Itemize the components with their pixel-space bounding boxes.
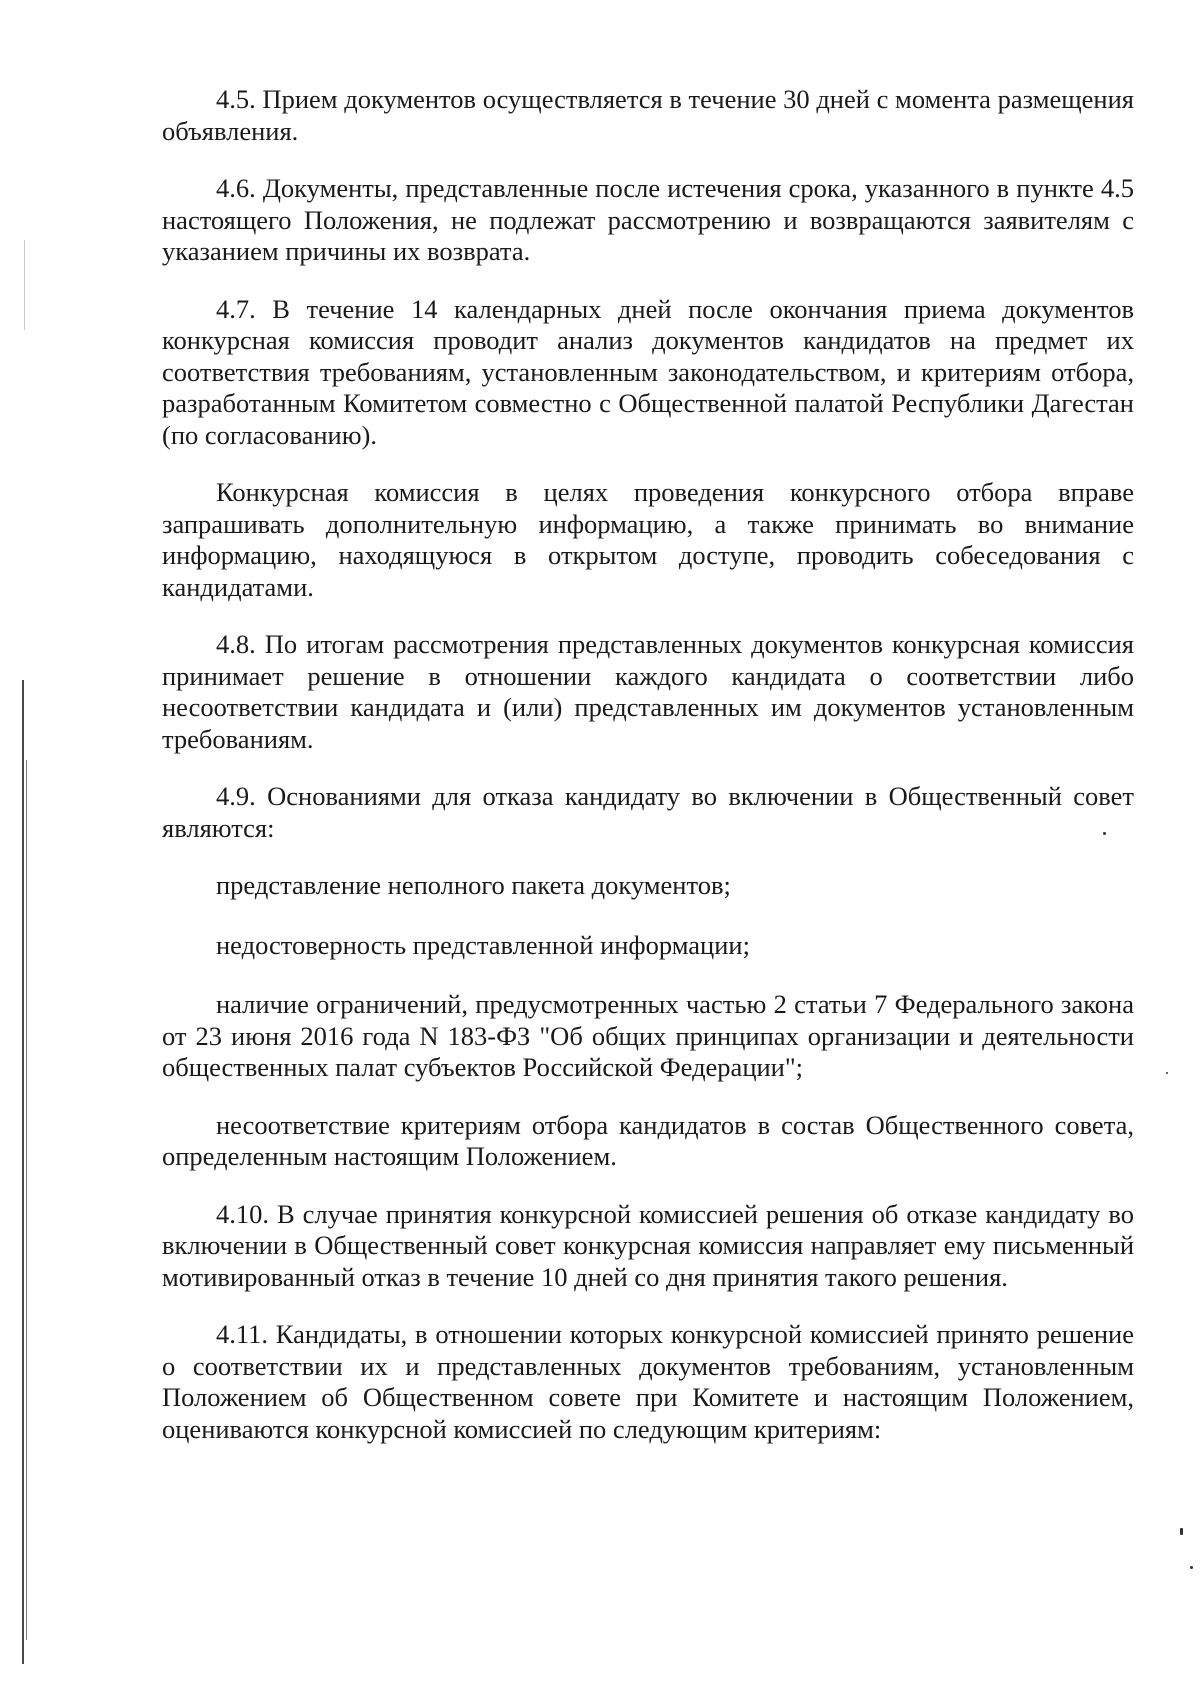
refusal-reason-unreliable-info: недостоверность представленной информации; bbox=[216, 929, 750, 960]
scan-speck bbox=[1190, 1566, 1193, 1569]
paragraph-4-11: 4.11. Кандидаты, в отношении которых конкурсной комиссией принято решение о соответствии их и представленных документов требованиям, установленным Положением об Общественном совете при Комитете и настоящим Положением, оцениваются конкурсной комиссией по следующим критериям: bbox=[162, 1319, 1134, 1444]
paragraph-4-9: 4.9. Основаниями для отказа кандидату во включении в Общественный совет являются: bbox=[162, 781, 1134, 843]
scan-binding-line bbox=[26, 760, 27, 1640]
refusal-reason-legal-restrictions: наличие ограничений, предусмотренных частью 2 статьи 7 Федерального закона от 23 июня 2016 года N 183-ФЗ "Об общих принципах организации и деятельности общественных палат субъектов Российской Федерации"; bbox=[162, 989, 1134, 1082]
paragraph-4-8: 4.8. По итогам рассмотрения представленных документов конкурсная комиссия принимает решение в отношении каждого кандидата о соответствии либо несоответствии кандидата и (или) представленных им документов установленным требованиям. bbox=[162, 629, 1134, 754]
paragraph-4-6: 4.6. Документы, представленные после истечения срока, указанного в пункте 4.5 настоящего Положения, не подлежат рассмотрению и возвращаются заявителям с указанием причины их возврата. bbox=[162, 173, 1134, 266]
paragraph-commission-rights: Конкурсная комиссия в целях проведения конкурсного отбора вправе запрашивать дополнительную информацию, а также принимать во внимание информацию, находящуюся в открытом доступе, проводить собеседования с кандидатами. bbox=[162, 477, 1134, 602]
paragraph-4-5: 4.5. Прием документов осуществляется в течение 30 дней с момента размещения объявления. bbox=[162, 84, 1134, 146]
paragraph-4-7: 4.7. В течение 14 календарных дней после окончания приема документов конкурсная комиссия проводит анализ документов кандидатов на предмет их соответствия требованиям, установленным законодательством, и критериям отбора, разработанным Комитетом совместно с Общественной палатой Республики Дагестан (по согласованию). bbox=[162, 293, 1134, 450]
scan-binding-line bbox=[22, 680, 24, 1664]
refusal-reason-criteria-mismatch: несоответствие критериям отбора кандидатов в состав Общественного совета, определенным настоящим Положением. bbox=[162, 1109, 1134, 1171]
refusal-reason-incomplete-package: представление неполного пакета документов; bbox=[216, 870, 731, 900]
scan-speck bbox=[1166, 1072, 1168, 1074]
document-body bbox=[162, 84, 1134, 1445]
paragraph-4-10: 4.10. В случае принятия конкурсной комиссией решения об отказе кандидату во включении в Общественный совет конкурсная комиссия направляет ему письменный мотивированный отказ в течение 10 дней со дня принятия такого решения. bbox=[162, 1198, 1134, 1292]
scan-speck bbox=[1180, 1528, 1183, 1535]
scan-binding-line bbox=[24, 240, 25, 330]
